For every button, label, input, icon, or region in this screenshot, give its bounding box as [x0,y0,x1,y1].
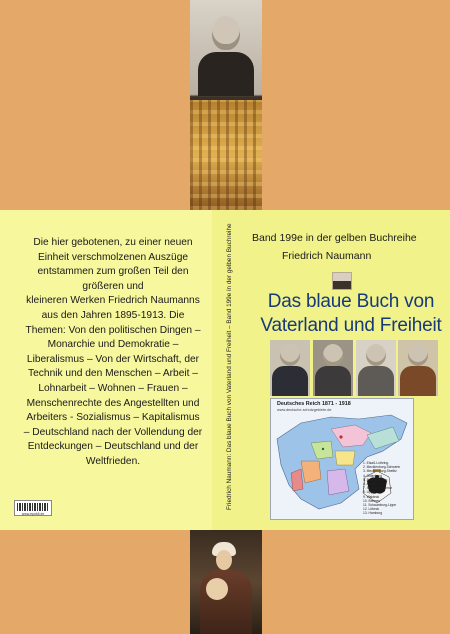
blurb-line: Entdeckungen – Deutschland und der [27,441,199,453]
map-legend-item: 2. Mecklenburg-Schwerin [363,465,401,470]
map-title: Deutsches Reich 1871 - 1918 [277,401,351,407]
portrait-head [366,344,386,366]
series-line: Band 199e in der gelben Buchreihe [252,232,417,244]
blurb-line: Die hier gebotenen, zu einer neuen [33,237,193,248]
book-title-line-2: Vaterland und Freiheit [260,315,442,336]
portrait-body [198,52,254,96]
portrait-head [408,344,428,366]
map-subtitle: www.deutsche-schutzgebiete.de [277,408,332,412]
back-cover [0,210,212,530]
blurb-line: größeren und [82,280,144,292]
blurb-text [14,236,212,470]
map-legend-item: 6. Anhalt [363,482,376,487]
blurb-line: aus den Jahren 1895-1913. Die [41,309,185,321]
isbn-sticker [14,500,52,516]
blurb-line: Technik und den Menschen – Arbeit – [28,368,198,380]
blurb-line: – Deutschland nach der Vollendung der [23,426,203,438]
blurb-line: Themen: Von den politischen Dingen – [25,324,201,336]
isbn-sticker-label: www.epubli.de [21,512,45,516]
map-legend-item: 7. Sachsen-Weimar [363,486,392,491]
book-spine [216,210,236,530]
map-legend-item: 12. Lübeck [363,507,380,512]
cover-photo-top [190,0,262,210]
portrait-wilhelm-ii [356,340,396,396]
portrait-head [280,344,300,366]
portrait-ebert [398,340,438,396]
empire-map [270,398,414,520]
map-legend-item: 4. Oldenburg [363,473,383,478]
blurb-line: Monarchie und Demokratie – [47,339,179,351]
portrait-face [212,16,240,50]
portrait-head [323,344,343,366]
barcode [17,503,49,511]
map-legend-item: 1. Elsaß-Lothring. [363,461,390,465]
map-legend-item: 8. Lippe [363,490,375,495]
portrait-wilhelm-i [313,340,353,396]
blurb-line: Liberalismus – Von der Wirtschaft, der [26,353,200,365]
map-legend-item: 10. Bremen [363,498,381,503]
map-legend-item: 13. Hamburg [363,511,383,516]
figure-child [206,578,228,600]
figure-face [216,550,232,570]
blurb-line: entstammen zum großen Teil den [37,266,189,278]
book-title-line-1: Das blaue Buch von [267,291,435,312]
map-legend [363,461,411,516]
map-legend-item: 3. Mecklenburg-Strelitz [363,469,397,474]
book-cover-band [0,210,450,530]
blurb-line: Weltfrieden. [85,455,141,467]
book-title [252,290,450,338]
blurb-line: Menschenrechte des Angestellten und [26,397,200,409]
cover-photo-bottom [190,530,262,634]
map-legend-item: 11. Schaumburg-Lippe [363,503,397,508]
portrait-coat [358,366,394,396]
figure-dress [200,570,252,634]
spine-text: Friedrich Naumann: Das blaue Buch von Vaterland und Freiheit – Band 199e in der gelben Buchreihe [226,223,233,510]
portrait-coat [315,366,351,396]
map-legend-item: 9. Waldeck [363,494,380,499]
blurb-line: Arbeiters - Sozialismus – Kapitalismus [26,412,200,424]
blurb-line: Einheit verschmolzenen Auszüge [37,251,189,263]
map-legend-item: 5. Braunschweig [363,477,388,482]
portrait-coat [272,366,308,396]
front-cover [240,210,450,530]
painting-detail [190,100,262,210]
portrait-coat [400,366,436,396]
author-name: Friedrich Naumann [282,250,372,262]
blurb-line: Lohnarbeit – Wohnen – Frauen – [38,382,188,394]
portrait-bismarck [270,340,310,396]
author-portrait-small [332,272,352,290]
blurb-line: kleineren Werken Friedrich Naumanns [26,295,200,307]
